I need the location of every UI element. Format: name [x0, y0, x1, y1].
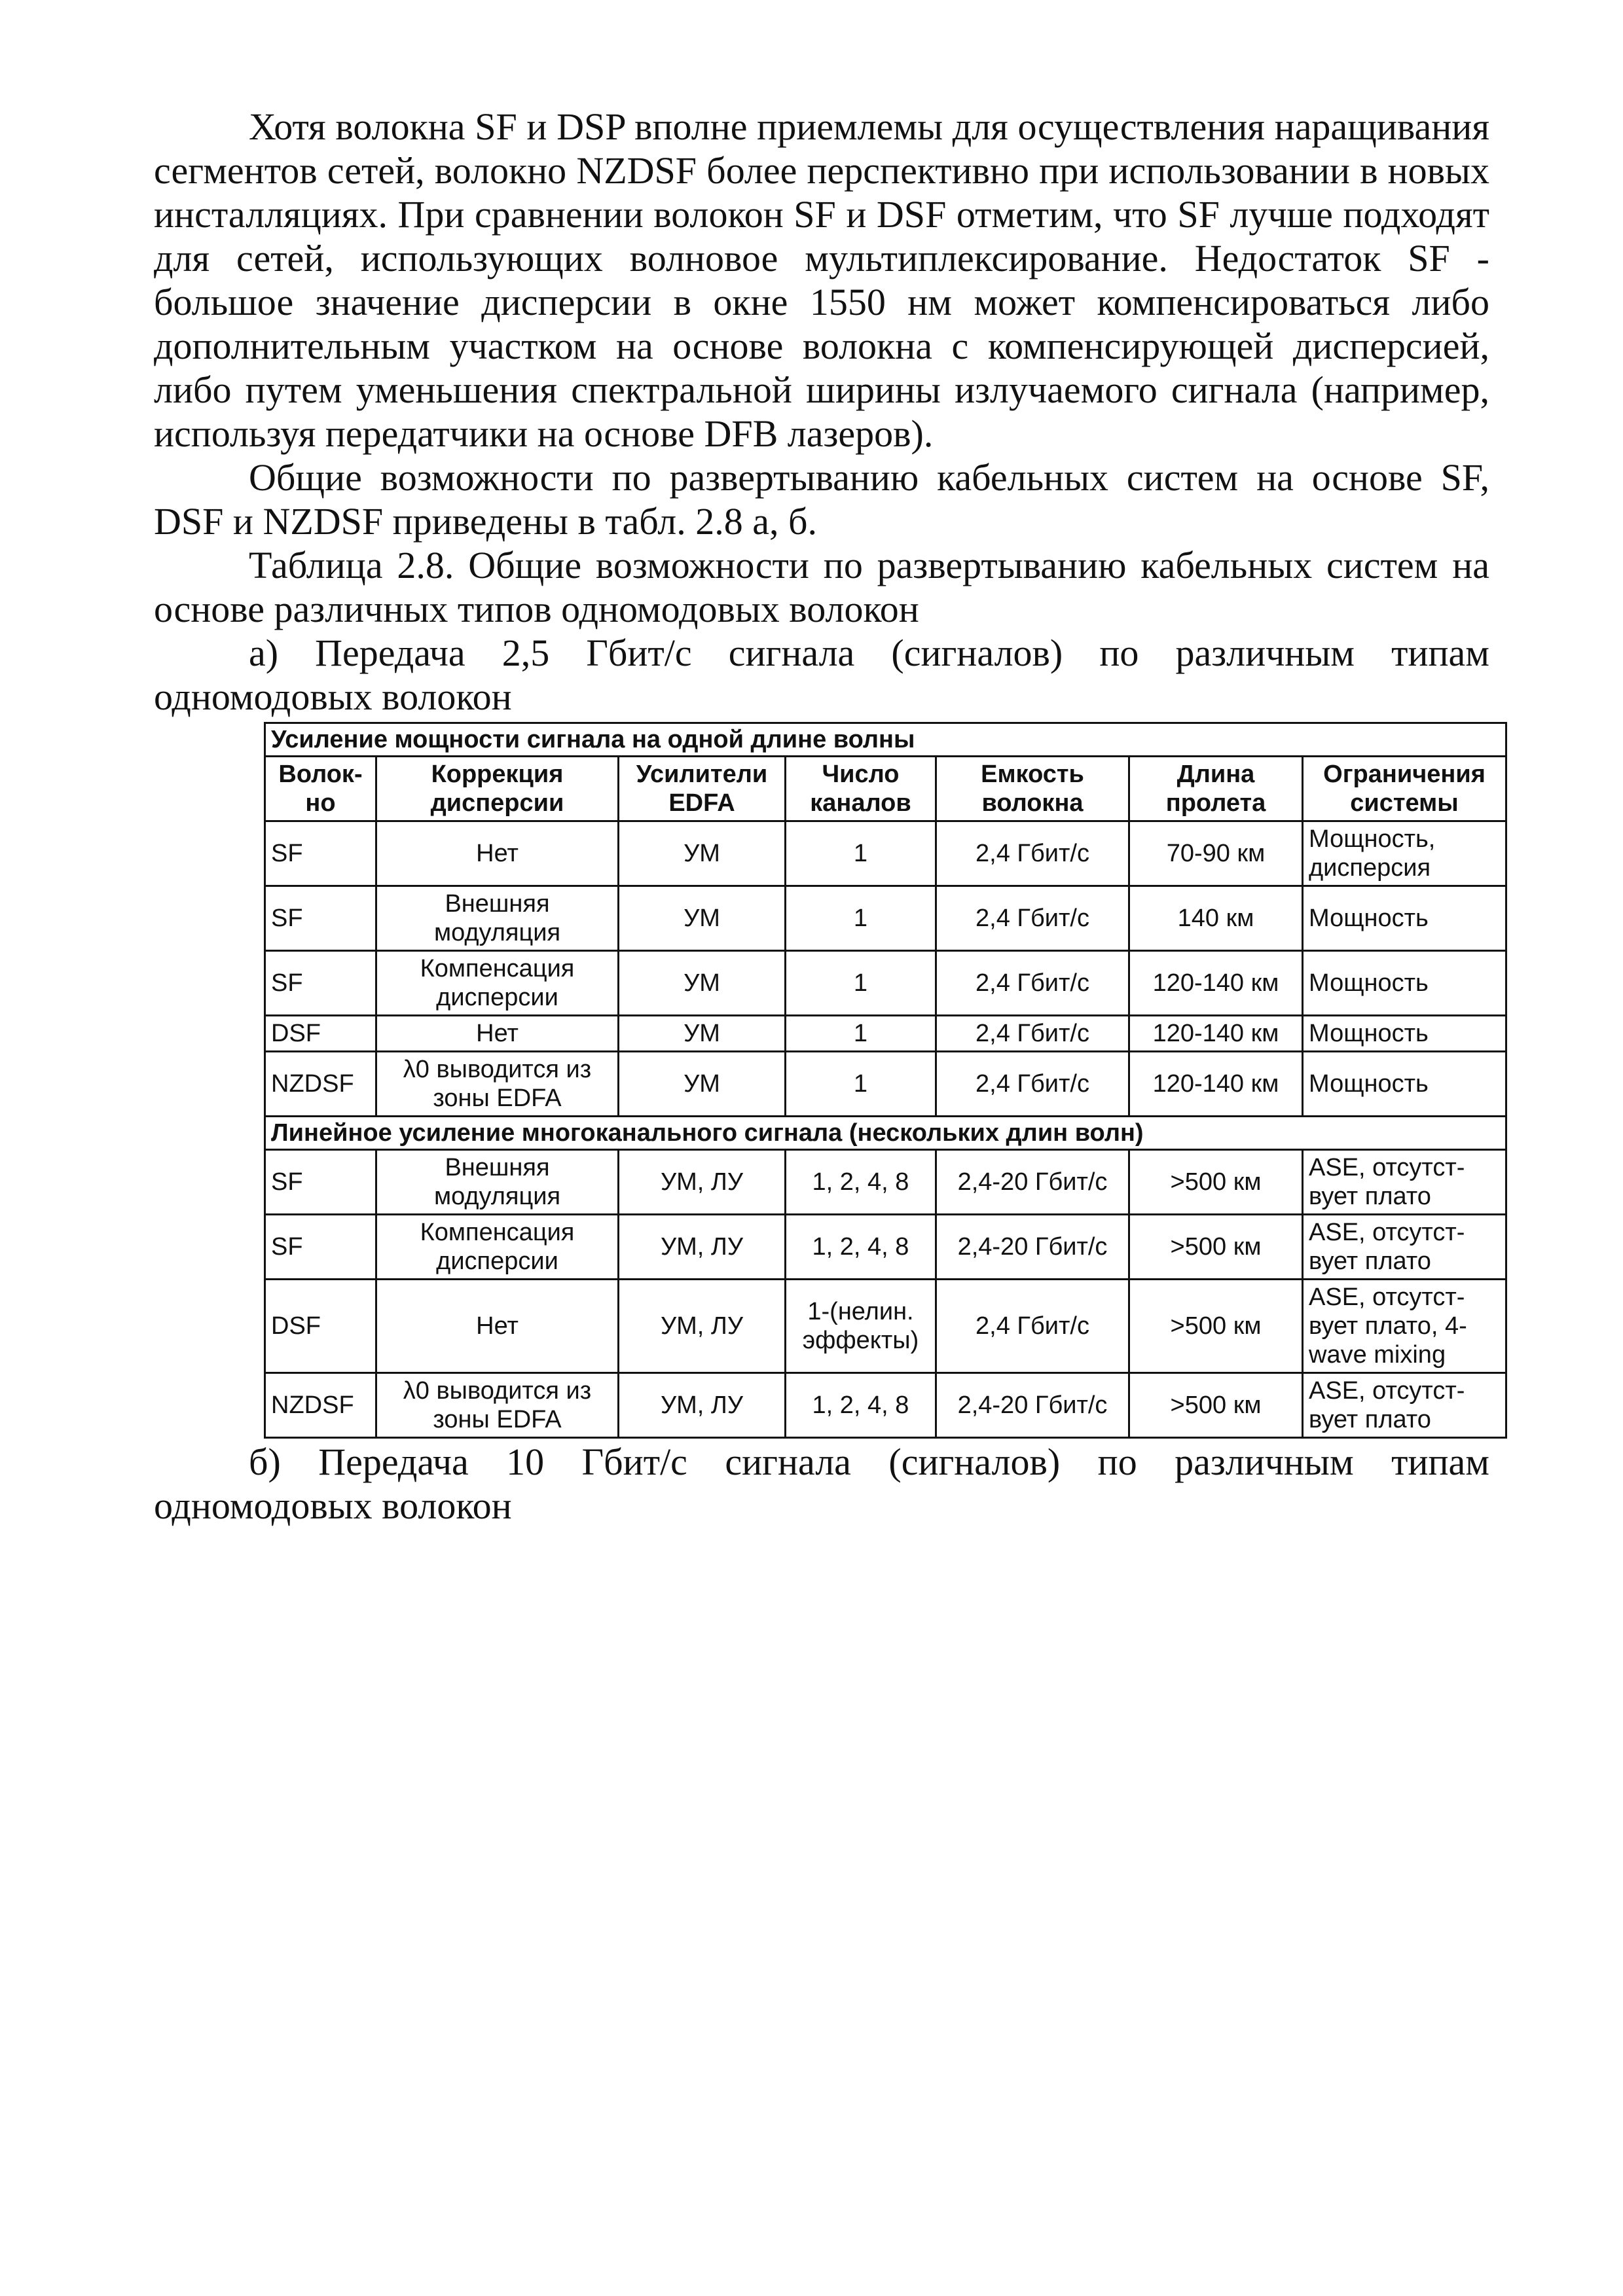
table-cell: λ0 выводится из зоны EDFA: [376, 1373, 619, 1438]
subtitle-b-block: [154, 1440, 1489, 1528]
subtitle-b: б) Передача 10 Гбит/с сигнала (сигналов) по различным типам одномодовых волокон: [154, 1441, 1489, 1527]
table-cell: 1: [786, 886, 936, 951]
table-cell: SF: [265, 821, 376, 886]
table-cell: УМ: [619, 951, 786, 1016]
table-cell: 70-90 км: [1129, 821, 1303, 886]
table-cell: ASE, отсутст-вует плато: [1303, 1215, 1506, 1280]
paragraph-2: Общие возможности по развертыванию кабельных систем на основе SF, DSF и NZDSF приведены в табл. 2.8 а, б.: [154, 456, 1489, 543]
column-header: Усилители EDFA: [619, 757, 786, 821]
table-cell: Мощность: [1303, 886, 1506, 951]
table-cell: 120-140 км: [1129, 1052, 1303, 1117]
table-cell: Нет: [376, 1016, 619, 1052]
table-cell: 1: [786, 821, 936, 886]
section-multichannel: [265, 1117, 1506, 1150]
table-cell: 1: [786, 951, 936, 1016]
table-row: [265, 1016, 1506, 1052]
table-cell: ASE, отсутст-вует плато: [1303, 1373, 1506, 1438]
subtitle-a: а) Передача 2,5 Гбит/с сигнала (сигналов) по различным типам одномодовых волокон: [154, 632, 1489, 718]
table-row: [265, 1150, 1506, 1215]
table-cell: 2,4 Гбит/с: [936, 1016, 1129, 1052]
table-cell: УМ, ЛУ: [619, 1280, 786, 1373]
column-header: Число каналов: [786, 757, 936, 821]
table-cell: 1, 2, 4, 8: [786, 1215, 936, 1280]
section-single-wavelength: [265, 723, 1506, 757]
table-cell: Мощность: [1303, 951, 1506, 1016]
paragraph-1: Хотя волокна SF и DSP вполне приемлемы для осуществления наращивания сегментов сетей, волокно NZDSF более перспективно при использовании в новых инсталляциях. При сравнении волокон SF и DSF отметим, что SF лучше подходят для сетей, использующих волновое мультиплексирование. Недостаток SF - большое значение дисперсии в окне 1550 нм может компенсироваться либо дополнительным участком на основе волокна с компенсирующей дисперсией, либо путем уменьшения спектральной ширины излучаемого сигнала (например, используя передатчики на основе DFB лазеров).: [154, 105, 1489, 455]
table-cell: SF: [265, 951, 376, 1016]
table-cell: >500 км: [1129, 1215, 1303, 1280]
table-cell: УМ: [619, 886, 786, 951]
table-cell: >500 км: [1129, 1280, 1303, 1373]
table-cell: 120-140 км: [1129, 951, 1303, 1016]
table-cell: DSF: [265, 1016, 376, 1052]
column-header: Коррекция дисперсии: [376, 757, 619, 821]
table-cell: Внешняя модуляция: [376, 886, 619, 951]
table-cell: УМ, ЛУ: [619, 1373, 786, 1438]
fiber-deployment-table: [264, 722, 1507, 1439]
column-header: Волок-но: [265, 757, 376, 821]
document-body: [154, 105, 1489, 719]
column-header: Ограничения системы: [1303, 757, 1506, 821]
table-cell: 2,4 Гбит/с: [936, 951, 1129, 1016]
table-cell: NZDSF: [265, 1373, 376, 1438]
table-cell: 2,4-20 Гбит/с: [936, 1373, 1129, 1438]
table-cell: УМ: [619, 1016, 786, 1052]
table-cell: SF: [265, 1215, 376, 1280]
header-row: [265, 757, 1506, 821]
table-cell: 1, 2, 4, 8: [786, 1150, 936, 1215]
table-cell: DSF: [265, 1280, 376, 1373]
section-multichannel-label: Линейное усиление многоканального сигнала (нескольких длин волн): [265, 1117, 1506, 1150]
table-cell: Компенсация дисперсии: [376, 951, 619, 1016]
table-cell: 2,4 Гбит/с: [936, 886, 1129, 951]
table-cell: 2,4 Гбит/с: [936, 1280, 1129, 1373]
table-container: [264, 722, 1505, 1439]
table-cell: NZDSF: [265, 1052, 376, 1117]
table-cell: 120-140 км: [1129, 1016, 1303, 1052]
table-cell: 2,4 Гбит/с: [936, 1052, 1129, 1117]
table-cell: УМ, ЛУ: [619, 1150, 786, 1215]
table-cell: Внешняя модуляция: [376, 1150, 619, 1215]
column-header: Емкость волокна: [936, 757, 1129, 821]
table-cell: >500 км: [1129, 1150, 1303, 1215]
table-cell: 1: [786, 1016, 936, 1052]
table-cell: Нет: [376, 821, 619, 886]
table-cell: УМ: [619, 1052, 786, 1117]
table-cell: ASE, отсутст-вует плато: [1303, 1150, 1506, 1215]
table-cell: >500 км: [1129, 1373, 1303, 1438]
table-cell: УМ: [619, 821, 786, 886]
table-cell: 1, 2, 4, 8: [786, 1373, 936, 1438]
table-cell: УМ, ЛУ: [619, 1215, 786, 1280]
table-cell: Нет: [376, 1280, 619, 1373]
table-title: Таблица 2.8. Общие возможности по развертыванию кабельных систем на основе различных типов одномодовых волокон: [154, 544, 1489, 630]
table-cell: Компенсация дисперсии: [376, 1215, 619, 1280]
table-row: [265, 1052, 1506, 1117]
table-cell: SF: [265, 886, 376, 951]
table-cell: 2,4-20 Гбит/с: [936, 1215, 1129, 1280]
table-cell: 1-(нелин. эффекты): [786, 1280, 936, 1373]
table-cell: Мощность: [1303, 1052, 1506, 1117]
table-cell: 2,4-20 Гбит/с: [936, 1150, 1129, 1215]
table-cell: λ0 выводится из зоны EDFA: [376, 1052, 619, 1117]
column-header: Длина пролета: [1129, 757, 1303, 821]
section-single-wavelength-label: Усиление мощности сигнала на одной длине волны: [265, 723, 1506, 757]
table-row: [265, 821, 1506, 886]
table-cell: 140 км: [1129, 886, 1303, 951]
table-cell: 2,4 Гбит/с: [936, 821, 1129, 886]
table-row: [265, 886, 1506, 951]
table-cell: SF: [265, 1150, 376, 1215]
table-cell: Мощность: [1303, 1016, 1506, 1052]
table-row: [265, 1373, 1506, 1438]
table-row: [265, 1280, 1506, 1373]
table-cell: 1: [786, 1052, 936, 1117]
table-cell: Мощность, дисперсия: [1303, 821, 1506, 886]
table-row: [265, 951, 1506, 1016]
table-row: [265, 1215, 1506, 1280]
table-cell: ASE, отсутст-вует плато, 4-wave mixing: [1303, 1280, 1506, 1373]
